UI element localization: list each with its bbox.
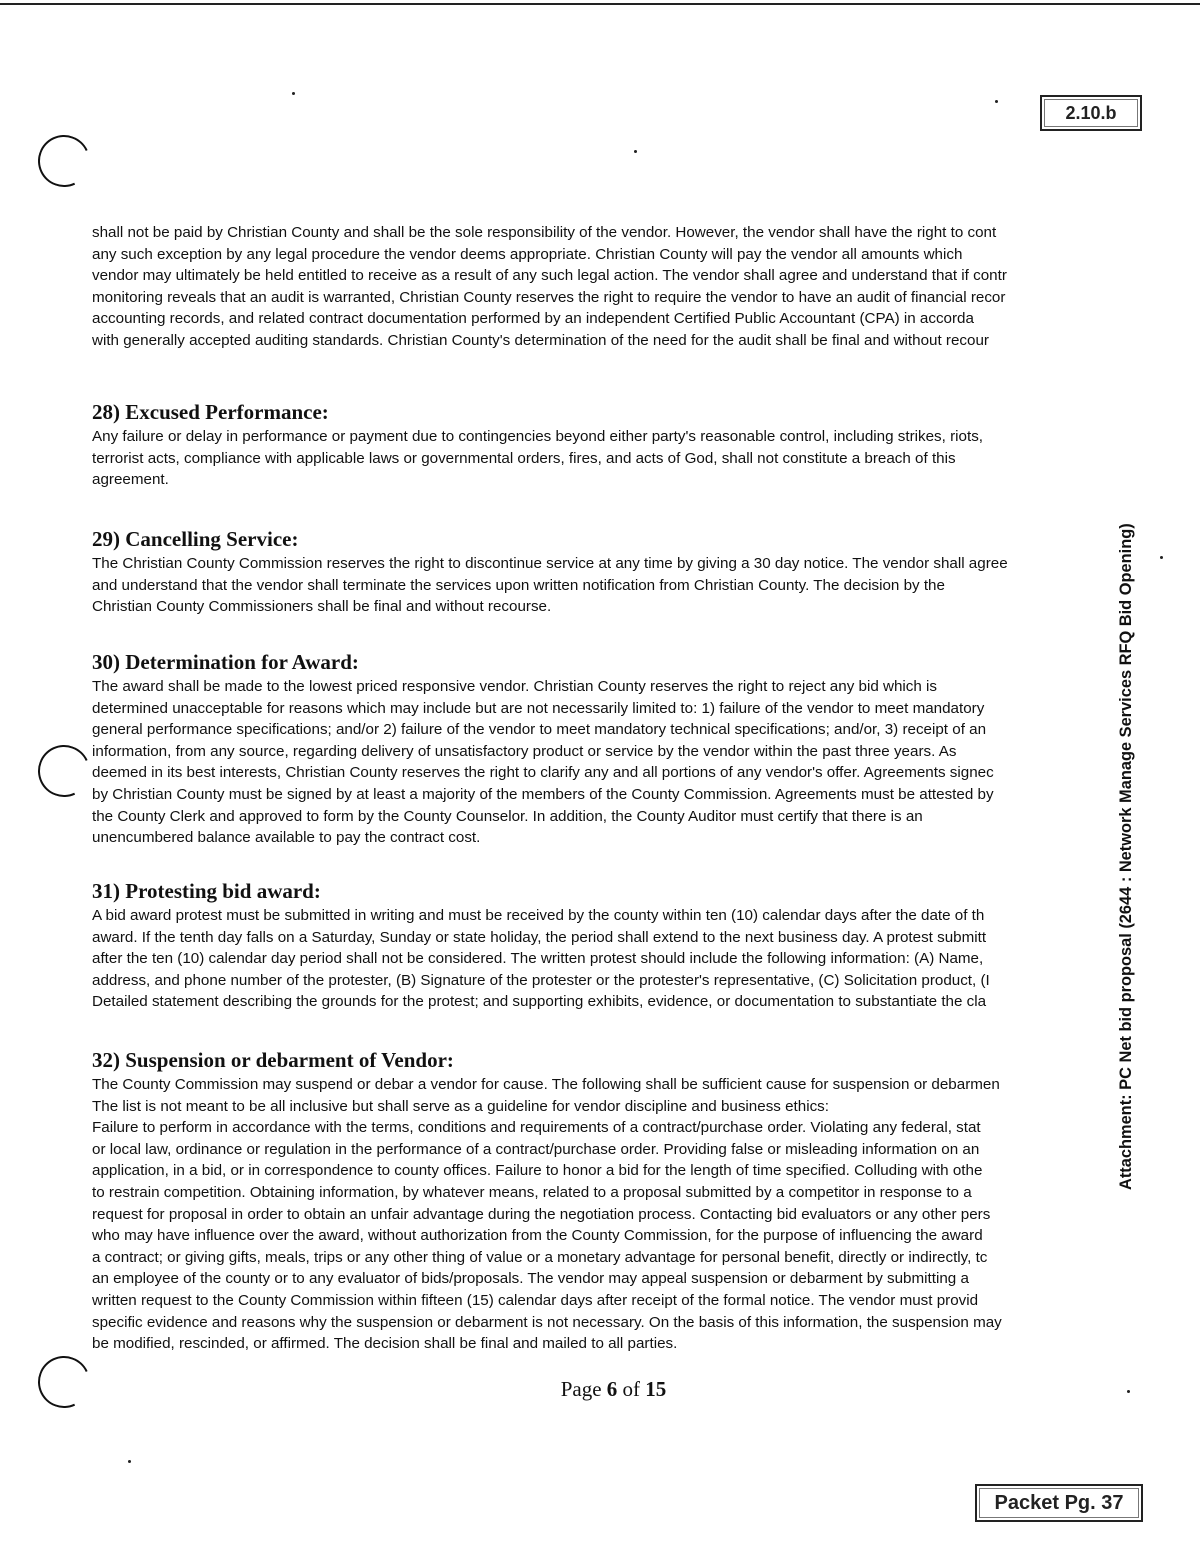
text-line: be modified, rescinded, or affirmed. The decision shall be final and mailed to all parties. xyxy=(92,1335,678,1353)
text-line: a contract; or giving gifts, meals, trips or any other thing of value or a monetary advantage for personal benefit, directly or indirectly, tc xyxy=(92,1248,988,1266)
text-line: The County Commission may suspend or debar a vendor for cause. The following shall be sufficient cause for suspension or debarmen xyxy=(92,1076,1000,1093)
text-line: who may have influence over the award, without authorization from the County Commission, for the purpose of influencing the award xyxy=(92,1227,983,1245)
section-protesting-bid-award xyxy=(92,879,1110,1013)
text-line: by Christian County must be signed by at least a majority of the members of the County Commission. Agreements must be attested by xyxy=(92,785,994,803)
text-line: Failure to perform in accordance with the terms, conditions and requirements of a contract/purchase order. Violating any federal, stat xyxy=(92,1119,981,1137)
text-line: any such exception by any legal procedure the vendor deems appropriate. Christian County will pay the vendor all amounts which xyxy=(92,245,963,263)
page-footer xyxy=(0,1377,1200,1402)
text-line: deemed in its best interests, Christian County reserves the right to clarify any and all portions of any vendor's offer. Agreements signec xyxy=(92,764,994,782)
text-line: award. If the tenth day falls on a Saturday, Sunday or state holiday, the period shall extend to the next business day. A protest submitt xyxy=(92,928,987,946)
text-line: Christian County Commissioners shall be final and without recourse. xyxy=(92,598,552,616)
section-suspension-or-debarment xyxy=(92,1048,1110,1355)
page-number: 6 xyxy=(606,1377,618,1401)
punch-hole-middle xyxy=(31,738,98,805)
section-excused-performance xyxy=(92,400,1110,491)
text-line: address, and phone number of the protester, (B) Signature of the protester or the protester's representative, (C) Solicitation product, (I xyxy=(92,971,990,989)
text-line: accounting records, and related contract documentation performed by an independent Certified Public Accountant (CPA) in accorda xyxy=(92,310,974,328)
text-line: written request to the County Commission within fifteen (15) calendar days after receipt of the formal notice. The vendor must provid xyxy=(92,1291,979,1309)
intro-paragraph xyxy=(92,222,1110,352)
text-line: Detailed statement describing the grounds for the protest; and supporting exhibits, evidence, or documentation to substantiate the cla xyxy=(92,993,987,1011)
text-line: an employee of the county or to any evaluator of bids/proposals. The vendor may appeal suspension or debarment by submitting a xyxy=(92,1270,969,1288)
scan-speck xyxy=(1160,556,1163,559)
page-total: 15 xyxy=(645,1377,667,1401)
section-heading: 31) Protesting bid award: xyxy=(92,879,321,903)
section-heading: 28) Excused Performance: xyxy=(92,400,329,424)
top-rule xyxy=(0,3,1200,5)
text-line: vendor may ultimately be held entitled to receive as a result of any such legal action. The vendor shall agree and understand that if contr xyxy=(92,267,1007,285)
packet-page-stamp: Packet Pg. 37 xyxy=(975,1484,1143,1522)
scan-speck xyxy=(128,1460,131,1463)
text-line: specific evidence and reasons why the suspension or debarment is not necessary. On the basis of this information, the suspension may xyxy=(92,1313,1002,1331)
text-line: or local law, ordinance or regulation in the performance of a contract/purchase order. Providing false or misleading information on an xyxy=(92,1140,980,1158)
section-determination-for-award xyxy=(92,650,1110,849)
section-heading: 30) Determination for Award: xyxy=(92,650,359,674)
agenda-item-stamp: 2.10.b xyxy=(1040,95,1142,131)
text-line: general performance specifications; and/or 2) failure of the vendor to meet mandatory technical specifications; and/or, 3) receipt of an xyxy=(92,721,987,739)
text-line: and understand that the vendor shall terminate the services upon written notification from Christian County. The decision by the xyxy=(92,576,945,594)
text-line: determined unacceptable for reasons which may include but are not necessarily limited to: 1) failure of the vendor to meet mandatory xyxy=(92,699,985,717)
scan-speck xyxy=(995,100,998,103)
text-line: with generally accepted auditing standards. Christian County's determination of the need for the audit shall be final and without recour xyxy=(92,331,989,349)
punch-hole-top xyxy=(31,128,98,195)
text-line: information, from any source, regarding delivery of unsatisfactory product or service by the vendor within the past three years. As xyxy=(92,742,957,760)
text-line: to restrain competition. Obtaining information, by whatever means, related to a proposal submitted by a competitor in response to a xyxy=(92,1183,972,1201)
section-heading: 32) Suspension or debarment of Vendor: xyxy=(92,1048,454,1072)
text-line: application, in a bid, or in correspondence to county offices. Failure to honor a bid for the length of time specified. Colluding with othe xyxy=(92,1162,983,1180)
text-line: unencumbered balance available to pay the contract cost. xyxy=(92,829,481,847)
page-label-prefix: Page xyxy=(560,1377,607,1401)
scan-speck xyxy=(634,150,637,153)
text-line: request for proposal in order to obtain an unfair advantage during the negotiation process. Contacting bid evaluators or any other pers xyxy=(92,1205,991,1223)
text-line: A bid award protest must be submitted in writing and must be received by the county within ten (10) calendar days after the date of th xyxy=(92,907,985,924)
text-line: monitoring reveals that an audit is warranted, Christian County reserves the right to require the vendor to have an audit of financial recor xyxy=(92,288,1006,306)
scan-speck xyxy=(292,92,295,95)
text-line: Any failure or delay in performance or payment due to contingencies beyond either party's reasonable control, including strikes, riots, xyxy=(92,428,984,445)
text-line: terrorist acts, compliance with applicable laws or governmental orders, fires, and acts of God, shall not constitute a breach of this xyxy=(92,449,956,467)
text-line: the County Clerk and approved to form by the County Counselor. In addition, the County Auditor must certify that there is an xyxy=(92,807,923,825)
text-line: The Christian County Commission reserves the right to discontinue service at any time by giving a 30 day notice. The vendor shall agree xyxy=(92,555,1008,572)
section-heading: 29) Cancelling Service: xyxy=(92,527,299,551)
text-line: shall not be paid by Christian County and shall be the sole responsibility of the vendor. However, the vendor shall have the right to cont xyxy=(92,224,997,241)
page-label-middle: of xyxy=(617,1377,646,1401)
section-cancelling-service xyxy=(92,527,1110,618)
attachment-side-label: Attachment: PC Net bid proposal (2644 : Network Manage Services RFQ Bid Opening) xyxy=(1117,523,1135,1190)
text-line: The award shall be made to the lowest priced responsive vendor. Christian County reserves the right to reject any bid which is xyxy=(92,678,938,695)
text-line: The list is not meant to be all inclusive but shall serve as a guideline for vendor discipline and business ethics: xyxy=(92,1097,829,1115)
text-line: agreement. xyxy=(92,471,169,489)
text-line: after the ten (10) calendar day period shall not be considered. The written protest should include the following information: (A) Name, xyxy=(92,950,984,968)
